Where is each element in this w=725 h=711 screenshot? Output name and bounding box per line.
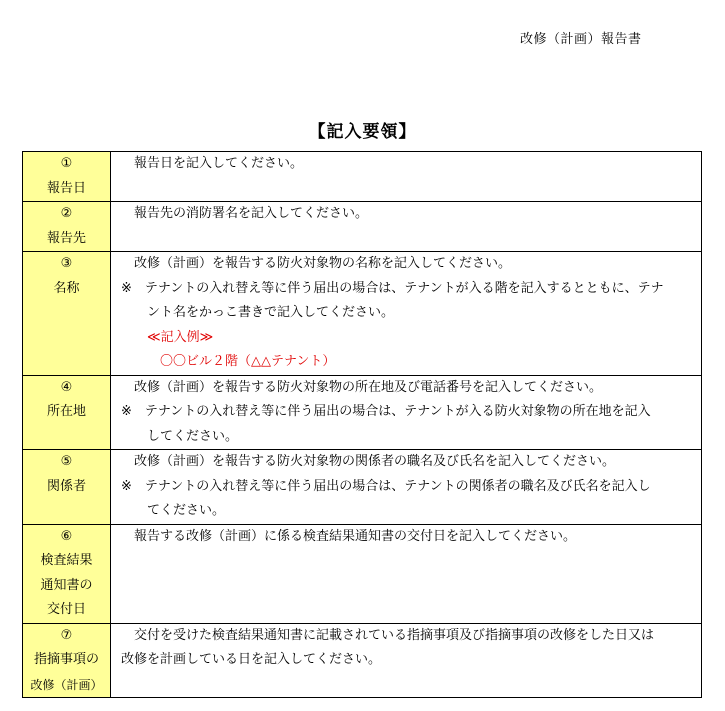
item-cell <box>23 252 111 376</box>
page-title: 【記入要領】 <box>308 122 417 142</box>
item-name-line: 通知書の <box>40 577 93 593</box>
note-line: ント名をかっこ書きで記入してください。 <box>121 305 395 320</box>
item-name-line: 改修（計画） <box>30 677 103 692</box>
table-row <box>23 152 702 202</box>
document-type-label: 改修（計画）報告書 <box>520 32 642 47</box>
description-line: 改修（計画）を報告する防火対象物の関係者の職名及び氏名を記入してください。 <box>121 454 616 469</box>
item-number: ⑤ <box>60 454 73 469</box>
table-row <box>23 375 702 450</box>
note-line: てください。 <box>121 503 226 518</box>
description-line: 改修（計画）を報告する防火対象物の所在地及び電話番号を記入してください。 <box>121 379 603 395</box>
item-number: ⑦ <box>60 627 73 643</box>
item-cell <box>23 152 111 202</box>
note-line: してください。 <box>121 428 239 444</box>
note-line: ※ テナントの入れ替え等に伴う届出の場合は、テナントが入る防火対象物の所在地を記入 <box>121 404 651 419</box>
description-line: 報告日を記入してください。 <box>121 156 304 171</box>
item-name-line: 交付日 <box>46 602 86 617</box>
table-row <box>23 524 702 623</box>
item-number: ⑥ <box>60 528 73 544</box>
table-row <box>23 450 702 525</box>
table-row <box>23 623 702 698</box>
item-cell <box>23 202 111 252</box>
note-line: ※ テナントの入れ替え等に伴う届出の場合は、テナントが入る階を記入するとともに、テナ <box>121 280 664 296</box>
table-row <box>23 252 702 376</box>
description-line: 改修（計画）を報告する防火対象物の名称を記入してください。 <box>121 256 512 271</box>
description-line: 報告先の消防署名を記入してください。 <box>121 206 369 221</box>
description-cell <box>111 375 702 450</box>
description-cell <box>111 623 702 698</box>
item-name-line: 検査結果 <box>40 553 93 568</box>
example-heading: ≪記入例≫ <box>121 329 214 345</box>
item-number: ② <box>60 206 73 221</box>
note-line: ※ テナントの入れ替え等に伴う届出の場合は、テナントの関係者の職名及び氏名を記入し <box>121 478 651 494</box>
description-cell <box>111 252 702 376</box>
item-cell <box>23 623 111 698</box>
item-cell <box>23 524 111 623</box>
item-cell <box>23 375 111 450</box>
instructions-table <box>22 151 702 698</box>
example-text: 〇〇ビル２階（△△テナント） <box>121 354 336 369</box>
item-name: 所在地 <box>46 404 86 419</box>
item-name: 報告日 <box>46 180 86 196</box>
table-row <box>23 202 702 252</box>
description-line: 改修を計画している日を記入してください。 <box>121 652 382 667</box>
description-cell <box>111 152 702 202</box>
item-name: 関係者 <box>46 478 86 494</box>
item-number: ③ <box>60 256 73 271</box>
description-line: 報告する改修（計画）に係る検査結果通知書の交付日を記入してください。 <box>121 528 577 544</box>
description-cell <box>111 524 702 623</box>
item-number: ① <box>60 156 73 171</box>
item-name-line: 指摘事項の <box>33 652 99 667</box>
item-cell <box>23 450 111 525</box>
description-cell <box>111 450 702 525</box>
description-line: 交付を受けた検査結果通知書に記載されている指摘事項及び指摘事項の改修をした日又は <box>121 627 655 643</box>
description-cell <box>111 202 702 252</box>
item-name: 名称 <box>53 280 80 296</box>
item-name: 報告先 <box>46 230 86 246</box>
item-number: ④ <box>60 379 73 395</box>
